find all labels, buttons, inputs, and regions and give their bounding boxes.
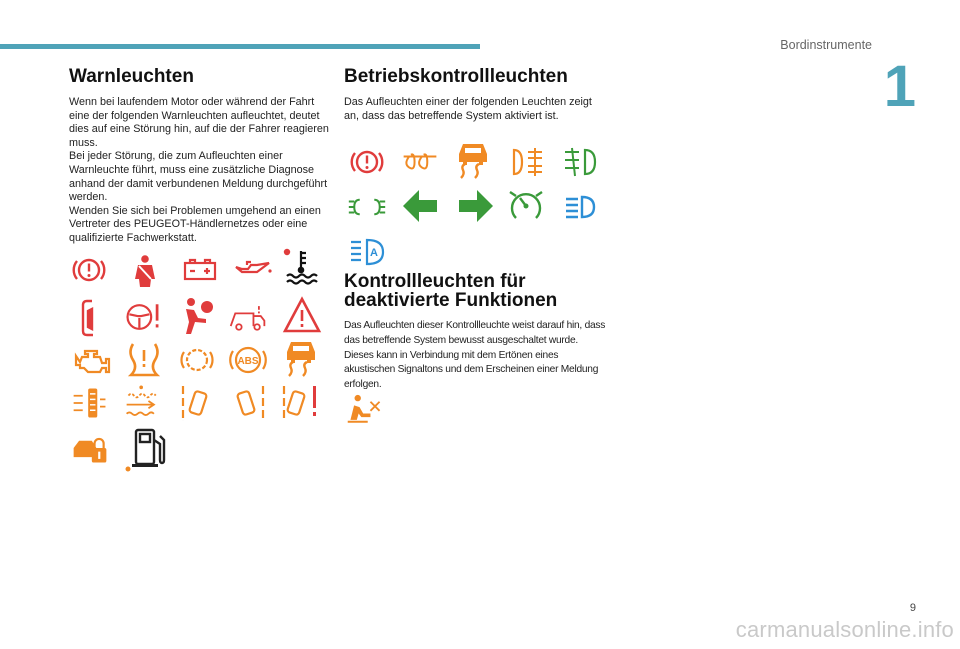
warnleuchten-paragraph-3: Wenden Sie sich bei Problemen umgehend an einen Vertreter des PEUGEOT-Händlernetzes oder eine qualifizierte Fachwerkstatt. bbox=[69, 204, 321, 244]
chapter-number: 1 bbox=[883, 54, 916, 119]
esp-icon bbox=[281, 338, 321, 378]
lane-departure-right-icon bbox=[229, 382, 269, 422]
power-steering-icon bbox=[123, 297, 163, 337]
svg-text:A: A bbox=[370, 247, 378, 259]
front-fog-icon bbox=[561, 142, 601, 182]
betriebs-intro: Das Aufleuchten einer der folgenden Leuchten zeigt an, dass das betreffende System aktiviert ist. bbox=[344, 96, 592, 122]
coolant-temperature-icon bbox=[281, 246, 321, 286]
warnleuchten-title: Warnleuchten bbox=[69, 66, 194, 87]
kontroll-title-line-1: Kontrollleuchten für bbox=[344, 271, 526, 292]
esp-active-icon bbox=[453, 140, 493, 180]
kontroll-text: Das Aufleuchten dieser Kontrollleuchte weist darauf hin, dass das betreffende System bewusst ausgeschaltet wurde. Dieses kann in Verbindung mit dem Ertönen eines akustischen Signaltons und dem Erscheinen einer Meldung erfolgen. bbox=[344, 320, 606, 391]
glow-plug-icon bbox=[400, 142, 440, 182]
turn-left-icon bbox=[401, 186, 441, 226]
alarm-lock-icon bbox=[70, 428, 110, 468]
passenger-airbag-off-icon bbox=[345, 389, 385, 429]
betriebs-title: Betriebskontrollleuchten bbox=[344, 66, 568, 87]
brake-pad-icon bbox=[177, 340, 217, 380]
battery-icon bbox=[180, 250, 220, 290]
rear-fog-icon bbox=[508, 142, 548, 182]
fuel-level-icon bbox=[124, 426, 170, 472]
brake-warning-icon bbox=[69, 250, 109, 290]
section-title: Bordinstrumente bbox=[780, 38, 872, 52]
abs-icon bbox=[228, 340, 268, 380]
oil-pressure-icon bbox=[233, 250, 273, 290]
kontroll-title bbox=[344, 272, 606, 310]
main-beam-icon bbox=[562, 187, 602, 227]
particle-filter-icon bbox=[123, 381, 163, 421]
svg-text:ABS: ABS bbox=[237, 356, 259, 367]
watermark-text: carmanualsonline.info bbox=[735, 617, 954, 642]
warning-triangle-icon bbox=[282, 296, 322, 336]
warnleuchten-section bbox=[69, 64, 331, 246]
door-open-icon bbox=[72, 297, 112, 337]
top-accent-bar bbox=[0, 44, 480, 49]
side-lights-icon bbox=[347, 187, 387, 227]
ad-blue-icon bbox=[228, 297, 268, 337]
parking-brake-icon bbox=[347, 142, 387, 182]
seatbelt-icon bbox=[125, 250, 165, 290]
lane-departure-fault-icon bbox=[280, 382, 320, 422]
kontroll-title-line-2: deaktivierte Funktionen bbox=[344, 290, 558, 311]
page-number: 9 bbox=[909, 602, 916, 614]
lane-departure-left-icon bbox=[177, 382, 217, 422]
warnleuchten-paragraph-2: Bei jeder Störung, die zum Aufleuchten einer Warnleuchte führt, muss eine zusätzliche Diagnose anhand der damit verbundenen Meldung durchgeführt werden. bbox=[69, 150, 328, 204]
airbag-icon bbox=[178, 296, 218, 336]
turn-right-icon bbox=[455, 186, 495, 226]
diesel-filter-icon bbox=[70, 383, 110, 423]
warnleuchten-paragraph-1: Wenn bei laufendem Motor oder während der Fahrt eine der folgenden Warnleuchten aufleuchtet, deutet dies auf eine Störung hin, auf die der Fahrer reagieren muss. bbox=[69, 96, 329, 149]
auto-main-beam-icon bbox=[347, 232, 387, 272]
speed-limiter-icon bbox=[506, 186, 546, 226]
engine-check-icon bbox=[72, 340, 112, 380]
tyre-pressure-icon bbox=[124, 340, 164, 380]
kontroll-section bbox=[344, 272, 606, 393]
betriebs-section bbox=[344, 64, 606, 123]
